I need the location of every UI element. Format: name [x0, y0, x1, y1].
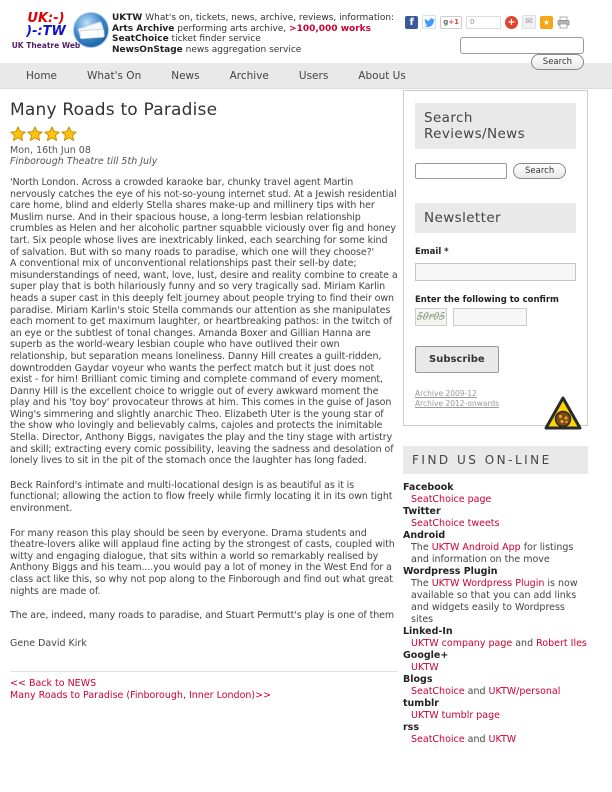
findus-link[interactable]: UKTW/personal — [488, 686, 561, 697]
tagline-line: NewsOnStage news aggregation service — [112, 44, 302, 55]
logo-caption: UK Theatre Web — [11, 41, 81, 50]
findus-line — [403, 734, 588, 746]
findus-label: Blogs — [403, 674, 433, 685]
subscribe-button[interactable]: Subscribe — [415, 346, 499, 373]
nav-item-about-us[interactable]: About Us — [358, 69, 406, 82]
gplus-plus-one: +1 — [448, 18, 459, 26]
sidebar — [403, 90, 588, 746]
star-icon — [61, 126, 77, 142]
share-addthis-icon[interactable]: + — [505, 16, 518, 29]
find-us-online-header: FIND US ON-LINE — [403, 446, 588, 474]
google-plus-one-button[interactable] — [440, 16, 462, 29]
sidebar-search-input[interactable] — [415, 163, 507, 179]
tagline-line: SeatChoice ticket finder service — [112, 34, 261, 44]
findus-text: The — [411, 542, 432, 553]
email-share-icon[interactable]: ✉ — [522, 15, 536, 29]
nav-item-users[interactable]: Users — [298, 69, 329, 82]
gplus-count-badge: 0 — [466, 16, 501, 29]
star-icon — [27, 126, 43, 142]
findus-text: The — [411, 578, 432, 589]
findus-link[interactable]: SeatChoice — [411, 734, 465, 745]
findus-line — [403, 578, 588, 626]
header-search-button[interactable]: Search — [531, 54, 584, 70]
article-footer-links — [10, 678, 398, 703]
newsletter-header: Newsletter — [415, 203, 576, 233]
back-to-news-link[interactable]: << Back to NEWS — [10, 677, 97, 689]
tagline-line: Arts Archive performing arts archive, >100,000 works — [112, 23, 371, 34]
findus-link[interactable]: SeatChoice page — [411, 494, 492, 505]
captcha-confirm-label: Enter the following to confirm — [415, 295, 559, 305]
findus-label: Android — [403, 530, 446, 541]
twitter-icon[interactable] — [422, 15, 436, 29]
findus-link[interactable]: UKTW Wordpress Plugin — [431, 578, 545, 589]
archive-link[interactable]: Archive 2009-12 — [415, 389, 477, 398]
findus-line — [403, 662, 588, 674]
sidebar-search-header: Search Reviews/News — [415, 103, 576, 149]
findus-line — [403, 518, 588, 530]
main-nav — [0, 63, 612, 89]
findus-line — [403, 710, 588, 722]
findus-line — [403, 494, 588, 506]
review-article — [10, 100, 398, 703]
findus-label: tumblr — [403, 698, 439, 709]
tickets-globe-icon — [72, 9, 110, 55]
nav-item-archive[interactable]: Archive — [229, 69, 269, 82]
print-icon[interactable] — [557, 16, 570, 29]
header-search-input[interactable] — [460, 37, 584, 54]
nav-item-news[interactable]: News — [171, 69, 200, 82]
findus-label: Linked-In — [403, 626, 453, 637]
email-field[interactable] — [415, 263, 576, 281]
findus-label: Wordpress Plugin — [403, 566, 498, 577]
review-paragraph: Beck Rainford's intimate and multi-locational design is as beautiful as it is functional; allowing the action to flow freely while firmly locating it in its own tight environment. — [10, 479, 393, 515]
findus-text: for listings and information on the move — [411, 542, 574, 565]
star-icon — [10, 126, 26, 142]
cookie-triangle-badge — [543, 395, 583, 437]
captcha-image: 50r05 — [415, 308, 447, 326]
nav-item-home[interactable]: Home — [26, 69, 58, 82]
review-body — [10, 177, 398, 622]
review-paragraph: A conventional mix of unconventional relationships past their sell-by date; misunderstandings of need, want, love, lust, desire and reality combine to create a super play that is both hilariously funny and so very tragically sad. Miriam Karlin heads a super cast in this deeply felt journey about people trying to find their own paradise. Miriam Karlin's stoic Stella commands our attention as she manipulates each moment to get maximum laughter, or heartbreaking pathos: in the twitch of an eye or the subtlest of tonal changes. Amanda Boxer and Gillian Hanna are superb as the world-weary lesbian couple who have outlived their own relationship, but separation means loneliness. Danny Hill creates a guilt-ridden, downtrodden Gaydar voyeur who wants the perfect match but it just does not exist - for him! Brilliant comic timing and complete command of every moment, Danny Hill is the excellent choice to wriggle out of every awkward moment the play and his 'toy boy' provocateur throws at him. This comes in the guise of Jason Wing's simmering and slightly anarchic Theo. Elizabeth Uter is the young star of the show who lovingly and believably calms, cajoles and protects the inimitable Stella. Director, Anthony Biggs, navigates the play and the tiny stage with artistry and skill; extracting every comic possibility, leaving the sadness and desolation of lonely lives to sit in the pit of the stomach once the laughter has long faded. — [10, 258, 398, 467]
reviewer-byline: Gene David Kirk — [10, 637, 87, 649]
gplus-g: g — [443, 18, 449, 26]
findus-link[interactable]: SeatChoice — [411, 686, 465, 697]
sidebar-search-newsletter-box — [403, 90, 588, 426]
archive-link[interactable]: Archive 2012-onwards — [415, 399, 500, 408]
findus-line — [403, 542, 588, 566]
show-archive-link[interactable]: Many Roads to Paradise (Finborough, Inner London)>> — [10, 690, 272, 702]
findus-link[interactable]: UKTW — [488, 734, 517, 745]
review-paragraph: The are, indeed, many roads to paradise, and Stuart Permutt's play is one of them — [10, 610, 395, 622]
article-divider — [10, 671, 398, 672]
findus-link[interactable]: UKTW Android App — [431, 542, 521, 553]
tagline-line: UKTW What's on, tickets, news, archive, reviews, information: — [112, 13, 395, 23]
captcha-input[interactable] — [453, 308, 527, 326]
findus-label: Facebook — [403, 482, 454, 493]
nav-item-what-s-on[interactable]: What's On — [87, 69, 142, 82]
find-us-online-list — [403, 482, 588, 746]
review-paragraph: For many reason this play should be seen by everyone. Drama students and theatre-lovers alike will applaud fine acting by the strongest of casts, coupled with witty and engaging dialogue, that sits within a world so remarkably realised by Anthony Biggs and his team....you would pay a lot of money in the West End for a class act like this, so why not pop along to the Finborough and find out what great nights are made of. — [10, 527, 395, 597]
venue-and-run-dates: Finborough Theatre till 5th July — [10, 156, 158, 167]
site-header — [0, 0, 612, 67]
findus-text: and — [512, 638, 537, 649]
findus-label: Google+ — [403, 650, 449, 661]
findus-link[interactable]: UKTW — [411, 662, 439, 673]
bookmark-star-icon[interactable]: ★ — [540, 16, 553, 29]
findus-link[interactable]: Robert Iles — [536, 638, 587, 649]
social-icons-row — [405, 15, 570, 29]
findus-label: rss — [403, 722, 419, 733]
findus-line — [403, 686, 588, 698]
star-rating — [10, 126, 398, 142]
email-label: Email * — [415, 247, 449, 257]
findus-text: and — [464, 734, 489, 745]
logo-text-top: UK:-) — [27, 11, 65, 26]
findus-text: and — [464, 686, 489, 697]
findus-link[interactable]: UKTW company page — [411, 638, 513, 649]
findus-line — [403, 638, 588, 650]
findus-link[interactable]: SeatChoice tweets — [411, 518, 500, 529]
logo-text-bottom: )-:TW — [26, 24, 66, 39]
findus-text: is now available so that you can add links and widgets easily to Wordpress sites — [411, 578, 578, 625]
review-date: Mon, 16th Jun 08 — [10, 145, 91, 156]
page-title: Many Roads to Paradise — [10, 100, 218, 120]
findus-label: Twitter — [403, 506, 441, 517]
facebook-icon[interactable]: f — [405, 16, 418, 29]
review-paragraph: 'North London. Across a crowded karaoke bar, chunky travel agent Martin nervously catches the eye of his not-so-young internet stud. At a Jewish residential care home, blind and elderly Stella shares make-up and millinery tips with her Muslim nurse. And in their spacious house, a long-term lesbian relationship crumbles as Helen and her alcoholic partner squabble viciously over fig and honey tart. Six people whose lives are inextricably linked, each searching for some kind of salvation. But with so many roads to paradise, which one will they choose?' — [10, 177, 397, 258]
star-icon — [44, 126, 60, 142]
site-tagline — [112, 13, 394, 55]
findus-link[interactable]: UKTW tumblr page — [411, 710, 500, 721]
sidebar-search-button[interactable]: Search — [513, 163, 566, 179]
